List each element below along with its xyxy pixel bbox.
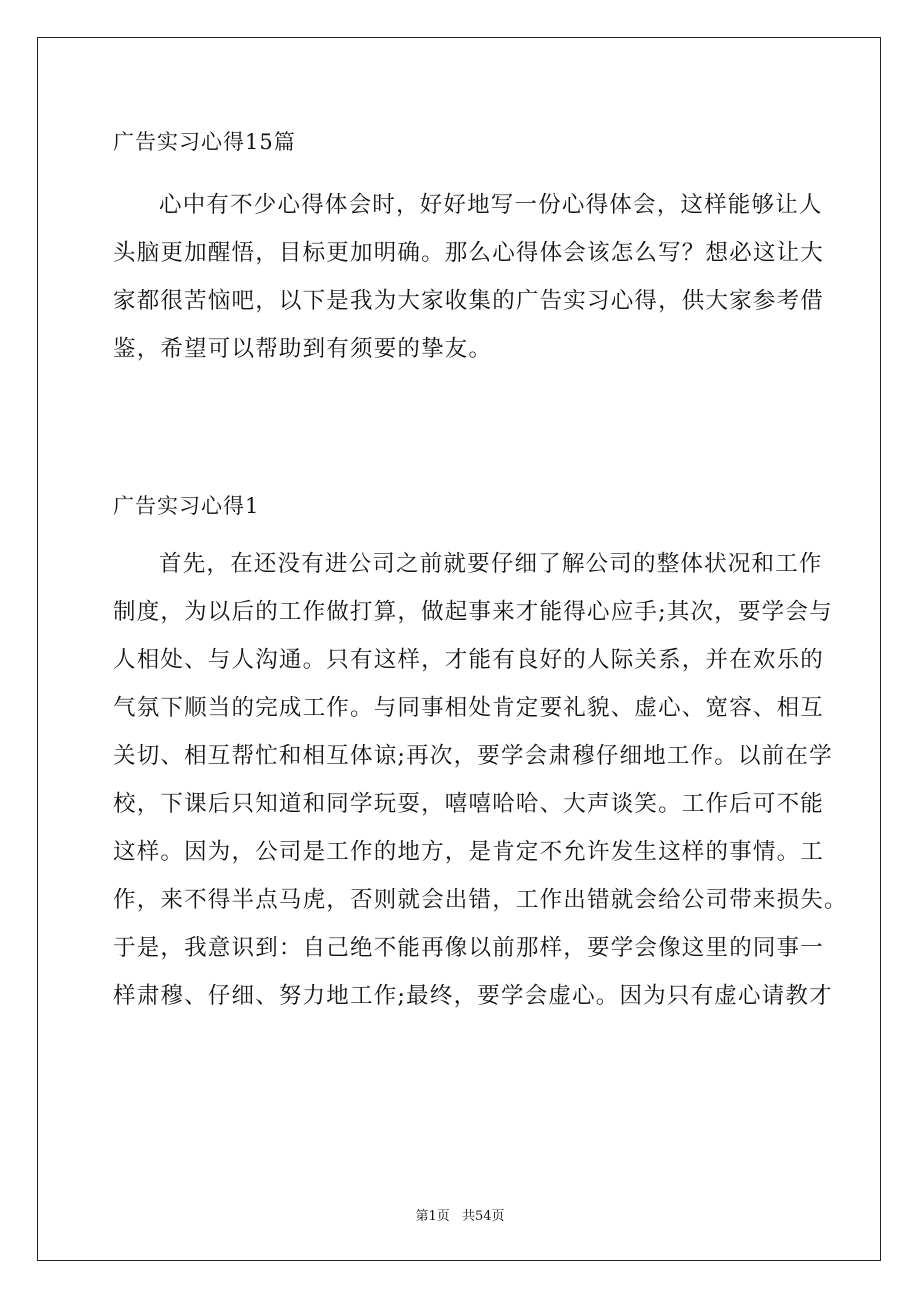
document-title: 广告实习心得15篇: [113, 130, 296, 154]
intro-line: 心中有不少心得体会时，好好地写一份心得体会，这样能够让人: [159, 192, 823, 218]
body-line: 这样。因为，公司是工作的地方，是肯定不允许发生这样的事情。工: [113, 839, 825, 865]
page-number: 第1页: [415, 1209, 450, 1224]
body-line: 首先，在还没有进公司之前就要仔细了解公司的整体状况和工作: [159, 551, 823, 577]
section-heading: 广告实习心得1: [113, 494, 260, 518]
intro-paragraph: [113, 181, 835, 373]
body-line: 人相处、与人沟通。只有这样，才能有良好的人际关系，并在欢乐的: [113, 647, 825, 673]
body-line: 作，来不得半点马虎，否则就会出错，工作出错就会给公司带来损失。: [113, 887, 848, 913]
page-footer: [0, 1208, 920, 1226]
body-line: 于是，我意识到：自己绝不能再像以前那样，要学会像这里的同事一: [113, 935, 825, 961]
body-line: 样肃穆、仔细、努力地工作;最终，要学会虚心。因为只有虚心请教才: [113, 983, 833, 1009]
intro-line: 头脑更加醒悟，目标更加明确。那么心得体会该怎么写？想必这让大: [113, 240, 825, 266]
total-pages: 共54页: [461, 1209, 505, 1224]
body-line: 校，下课后只知道和同学玩耍，嘻嘻哈哈、大声谈笑。工作后可不能: [113, 791, 825, 817]
body-line: 气氛下顺当的完成工作。与同事相处肯定要礼貌、虚心、宽容、相互: [113, 695, 825, 721]
body-line: 关切、相互帮忙和相互体谅;再次，要学会肃穆仔细地工作。以前在学: [113, 743, 833, 769]
intro-line: 家都很苦恼吧，以下是我为大家收集的广告实习心得，供大家参考借: [113, 288, 825, 314]
intro-line: 鉴，希望可以帮助到有须要的挚友。: [113, 336, 493, 362]
body-paragraph: [113, 540, 848, 1020]
body-line: 制度，为以后的工作做打算，做起事来才能得心应手;其次，要学会与: [113, 599, 833, 625]
